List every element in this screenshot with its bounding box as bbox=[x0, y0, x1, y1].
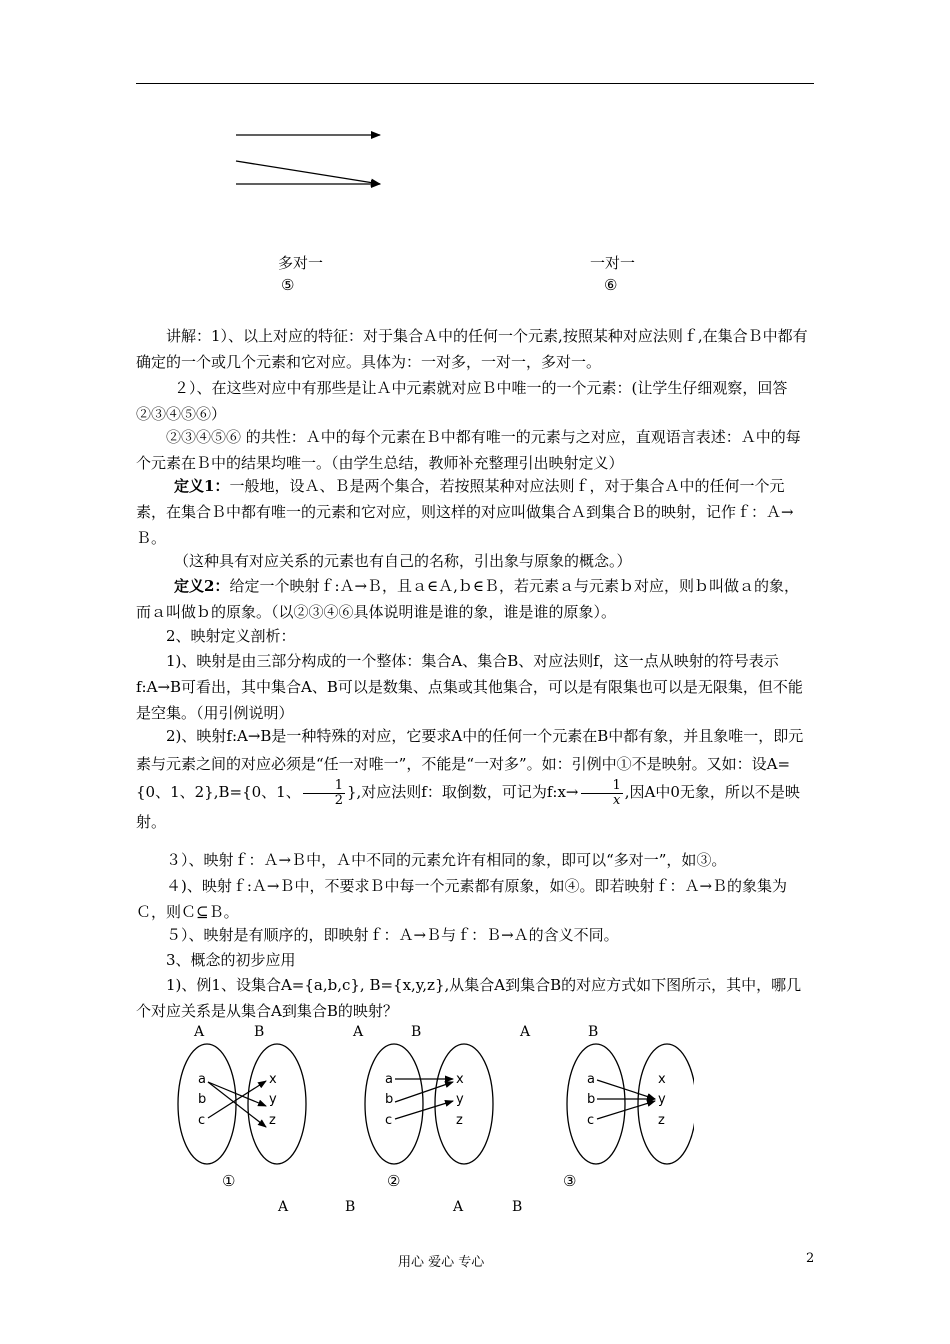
analysis-4: ４)、映射ｆ:Ａ→Ｂ中，不要求Ｂ中每一个元素都有原象，如④。即若映射ｆ：Ａ→Ｂ的象集为Ｃ，则Ｃ⊆Ｂ。 bbox=[136, 877, 788, 921]
paragraph-commonality: ②③④⑤⑥ 的共性：Ａ中的每个元素在Ｂ中都有唯一的元素与之对应，直观语言表述：Ａ中的每个元素在Ｂ中的结果均唯一。（由学生总结，教师补充整理引出映射定义） bbox=[136, 428, 801, 472]
elem-x: x bbox=[456, 1072, 464, 1087]
arrow-converging-upper bbox=[236, 161, 380, 184]
elem-c: c bbox=[198, 1113, 206, 1128]
set-a-ellipse bbox=[567, 1044, 625, 1164]
paragraph-explanation-1: 讲解：1）、以上对应的特征：对于集合Ａ中的任何一个元素,按照某种对应法则ｆ,在集合Ｂ中都有确定的一个或几个元素和它对应。具体为：一对多，一对一，多对一。 bbox=[136, 327, 808, 371]
elem-c: c bbox=[385, 1113, 393, 1128]
set-b-ellipse bbox=[248, 1044, 306, 1164]
analysis-2-text-a: 2)、映射f:A→B是一种特殊的对应，它要求A中的任何一个元素在B中都有象，并且象唯一，即元素与元素之间的对应必须是“任一对唯一”，不能是“一对多”。如：引例中①不是映射。又如：设A={0、1、2},B={0、1、 bbox=[136, 727, 804, 801]
analysis-3: ３）、映射ｆ：Ａ→Ｂ中，Ａ中不同的元素允许有相同的象，即可以“多对一”，如③。 bbox=[166, 851, 727, 869]
caption-many-to-one: 多对一 bbox=[278, 254, 324, 272]
analysis-1: 1)、映射是由三部分构成的一个整体：集合A、集合B、对应法则f，这一点从映射的符号表示f:A→B可看出，其中集合A、B可以是数集、点集或其他集合，可以是有限集也可以是无限集，但不能是空集。（用引例说明） bbox=[136, 652, 803, 722]
fraction2-denominator: x bbox=[612, 792, 621, 808]
definition-1-text: 一般地，设Ａ、Ｂ是两个集合，若按照某种对应法则ｆ，对于集合Ａ中的任何一个元素，在集合Ｂ中都有唯一的元素和它对应，则这样的对应叫做集合Ａ到集合Ｂ的映射，记作ｆ：Ａ→Ｂ。 bbox=[136, 477, 794, 547]
arrow-a-to-z bbox=[208, 1082, 266, 1127]
fraction-one-over-x bbox=[581, 779, 623, 808]
elem-y: y bbox=[269, 1092, 277, 1107]
analysis-2 bbox=[136, 722, 814, 836]
elem-c: c bbox=[587, 1113, 595, 1128]
arrow-b-to-x bbox=[395, 1082, 453, 1102]
elem-z: z bbox=[658, 1113, 665, 1128]
set-a-ellipse bbox=[365, 1044, 423, 1164]
elem-z: z bbox=[269, 1113, 276, 1128]
diagram-3-number: ③ bbox=[563, 1172, 577, 1190]
header-rule bbox=[136, 83, 814, 84]
page-number: 2 bbox=[806, 1251, 815, 1266]
diagram-3-set-b-label: B bbox=[588, 1024, 599, 1040]
paragraph-note: （这种具有对应关系的元素也有自己的名称，引出象与原象的概念。） bbox=[174, 552, 632, 570]
elem-b: b bbox=[385, 1092, 394, 1107]
diagram-1-set-b-label: B bbox=[254, 1024, 265, 1040]
next-diagram-set-b-label-1: B bbox=[345, 1199, 356, 1215]
elem-a: a bbox=[385, 1072, 393, 1087]
elem-y: y bbox=[456, 1092, 464, 1107]
analysis-2-text-c: ,因A中0无象，所以不是映射。 bbox=[136, 783, 800, 831]
next-diagram-set-a-label-1: A bbox=[278, 1199, 289, 1215]
elem-b: b bbox=[587, 1092, 596, 1107]
elem-a: a bbox=[587, 1072, 595, 1087]
arrow-a-to-y bbox=[208, 1082, 266, 1106]
diagram-2-set-a-label: A bbox=[353, 1024, 364, 1040]
section-3-heading: 3、概念的初步应用 bbox=[166, 951, 296, 969]
arrow-a-to-y bbox=[597, 1080, 655, 1099]
elem-y: y bbox=[658, 1092, 666, 1107]
analysis-2-text-b: },对应法则f：取倒数，可记为f:x→ bbox=[347, 783, 579, 801]
fraction-one-half bbox=[303, 779, 345, 808]
example-1: 1)、例1、设集合A={a,b,c}, B={x,y,z},从集合A到集合B的对应方式如下图所示，其中，哪几个对应关系是从集合A到集合B的映射？ bbox=[136, 976, 802, 1020]
elem-z: z bbox=[456, 1113, 463, 1128]
diagram-1-number: ① bbox=[222, 1172, 236, 1190]
footer-motto: 用心 爱心 专心 bbox=[398, 1255, 485, 1270]
figure-number-6: ⑥ bbox=[604, 276, 618, 294]
arrow-c-to-x bbox=[208, 1081, 266, 1118]
paragraph-explanation-2: ２）、在这些对应中有那些是让Ａ中元素就对应Ｂ中唯一的一个元素：(让学生仔细观察，回答②③④⑤⑥） bbox=[136, 379, 788, 423]
diagram-3-set-a-label: A bbox=[520, 1024, 531, 1040]
definition-2-label: 定义2： bbox=[174, 577, 230, 595]
next-diagram-set-a-label-2: A bbox=[453, 1199, 464, 1215]
caption-one-to-one: 一对一 bbox=[590, 254, 636, 272]
definition-1-label: 定义1： bbox=[174, 477, 230, 495]
fraction-denominator: 2 bbox=[334, 792, 343, 808]
analysis-5: ５）、映射是有顺序的，即映射ｆ：Ａ→Ｂ与ｆ：Ｂ→Ａ的含义不同。 bbox=[166, 926, 619, 944]
mapping-diagram-1 bbox=[170, 1040, 310, 1170]
arrow-c-to-y bbox=[395, 1101, 453, 1119]
arrow-c-to-y bbox=[597, 1101, 655, 1119]
elem-x: x bbox=[658, 1072, 666, 1087]
elem-x: x bbox=[269, 1072, 277, 1087]
section-2-heading: 2、映射定义剖析： bbox=[166, 627, 296, 645]
set-a-ellipse bbox=[178, 1044, 236, 1164]
top-arrows-figure bbox=[225, 120, 395, 200]
mapping-diagram-3 bbox=[544, 1040, 694, 1170]
definition-1 bbox=[136, 473, 814, 551]
diagram-1-set-a-label: A bbox=[194, 1024, 205, 1040]
mapping-diagram-2 bbox=[357, 1040, 497, 1170]
diagram-2-number: ② bbox=[387, 1172, 401, 1190]
definition-2 bbox=[136, 573, 814, 625]
diagram-2-set-b-label: B bbox=[411, 1024, 422, 1040]
fraction2-numerator: 1 bbox=[581, 779, 623, 794]
definition-2-text: 给定一个映射ｆ:Ａ→Ｂ，且ａ∈Ａ,ｂ∈Ｂ，若元素ａ与元素ｂ对应，则ｂ叫做ａ的象，而ａ叫做ｂ的原象。（以②③④⑥具体说明谁是谁的象，谁是谁的原象）。 bbox=[136, 577, 800, 621]
fraction-numerator: 1 bbox=[303, 779, 345, 794]
figure-number-5: ⑤ bbox=[281, 276, 295, 294]
elem-a: a bbox=[198, 1072, 206, 1087]
next-diagram-set-b-label-2: B bbox=[512, 1199, 523, 1215]
elem-b: b bbox=[198, 1092, 207, 1107]
